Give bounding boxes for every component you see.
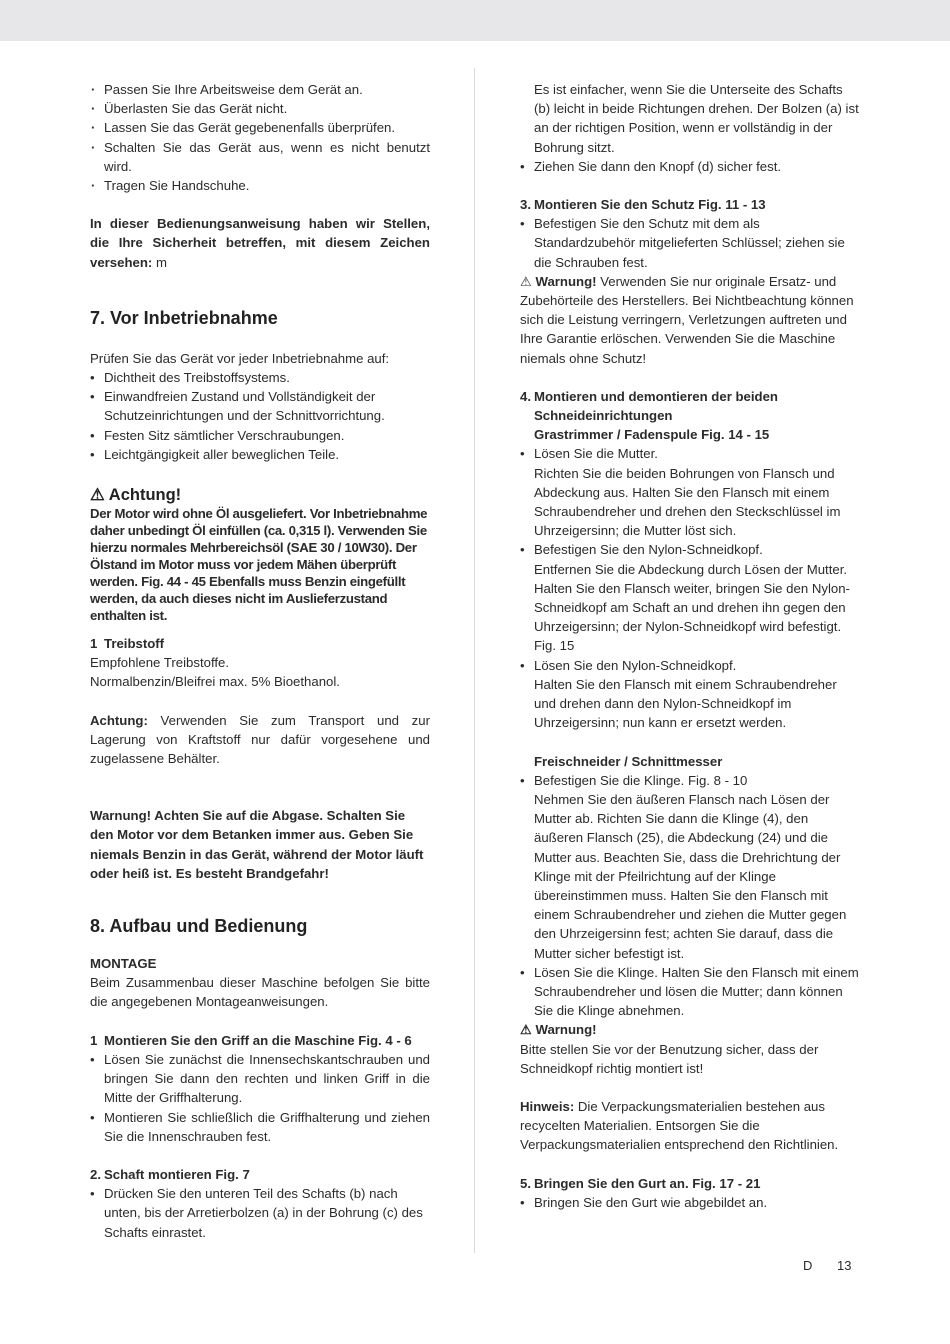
step-1-list <box>90 1050 430 1146</box>
usage-tips-list <box>90 80 430 195</box>
step-1-heading: 1 Montieren Sie den Griff an die Maschine Fig. 4 - 6 <box>90 1032 412 1048</box>
list-item: • Befestigen Sie den Nylon-Schneidkopf. Entfernen Sie die Abdeckung durch Lösen der Mutter. Halten Sie den Flansch weiter, bringen Sie den Nylon-Schneidkopf am Schaft an und drehen ihn gegen den Uhrzeigersinn; der Nylon-Schneidkopf wird befestigt. Fig. 15 <box>520 540 860 655</box>
fuel-heading: 1 Treibstoff <box>90 636 165 652</box>
list-item: · Passen Sie Ihre Arbeitsweise dem Gerät an. <box>90 80 430 99</box>
list-item: • Einwandfreien Zustand und Vollständigkeit der Schutzeinrichtungen und der Schnittvorrichtung. <box>90 387 430 425</box>
packaging-hint: Hinweis: Die Verpackungsmaterialien bestehen aus recycelten Materialien. Entsorgen Sie die Verpackungsmaterialien entsprechend den Richtlinien. <box>520 1098 839 1153</box>
footer-page-number: 13 <box>837 1258 852 1273</box>
step-3-warning: ⚠ Warnung! Verwenden Sie nur originale Ersatz- und Zubehörteile des Herstellers. Bei Nichtbeachtung können sich die Leistung verringern, Verletzungen auftreten und Ihre Garantie erlöschen. Verwenden Sie die Maschine niemals ohne Schutz! <box>520 273 854 366</box>
left-column <box>90 80 430 1242</box>
step-4-warning-heading: ⚠ Warnung! <box>520 1022 597 1038</box>
achtung-oil-notice: Der Motor wird ohne Öl ausgeliefert. Vor Inbetriebnahme daher unbedingt Öl einfüllen (ca. 0,315 l). Verwenden Sie hierzu normales Mehrbereichsöl (SAE 30 / 10W30). Der Ölstand im Motor muss vor jedem Mähen überprüft werden. Fig. 44 - 45 Ebenfalls muss Benzin eingefüllt werden, da auch dieses nicht im Auslieferzustand enthalten ist. <box>90 506 428 624</box>
list-item: • Montieren Sie schließlich die Griffhalterung und ziehen Sie die Innenschrauben fest. <box>90 1108 430 1146</box>
warning-triangle-icon: ⚠ <box>520 273 532 289</box>
brushcutter-list <box>520 771 860 1021</box>
section-7-heading: 7. Vor Inbetriebnahme <box>90 307 278 328</box>
step-4-subheading-brushcutter: Freischneider / Schnittmesser <box>534 753 723 769</box>
list-item: • Ziehen Sie dann den Knopf (d) sicher fest. <box>520 157 860 176</box>
list-item: • Lösen Sie zunächst die Innensechskantschrauben und bringen Sie dann den rechten und linken Griff in die Mitte der Griffhalterung. <box>90 1050 430 1108</box>
warning-triangle-icon: ⚠ <box>90 486 105 505</box>
list-item: · Lassen Sie das Gerät gegebenenfalls überprüfen. <box>90 118 430 137</box>
list-item: • Bringen Sie den Gurt wie abgebildet an. <box>520 1193 860 1212</box>
safety-symbol-note: In dieser Bedienungsanweisung haben wir Stellen, die Ihre Sicherheit betreffen, mit diesem Zeichen versehen: m <box>90 216 430 270</box>
step-3-list <box>520 214 860 272</box>
list-item: • Drücken Sie den unteren Teil des Schafts (b) nach unten, bis der Arretierbolzen (a) in der Bohrung (c) des Schafts einrastet. <box>90 1184 430 1242</box>
list-item: • Dichtheit des Treibstoffsystems. <box>90 368 430 387</box>
list-item: • Leichtgängigkeit aller beweglichen Teile. <box>90 445 430 464</box>
right-column <box>520 80 860 1212</box>
list-item: • Lösen Sie die Klinge. Halten Sie den Flansch mit einem Schraubendreher und lösen die Mutter; dann können Sie die Klinge abnehmen. <box>520 963 860 1021</box>
list-item: • Lösen Sie die Mutter. Richten Sie die beiden Bohrungen von Flansch und Abdeckung aus. Halten Sie den Flansch mit einem Schraubendreher und drehen den Steckschlüssel im Uhrzeigersinn; die Mutter löst sich. <box>520 444 860 540</box>
step-2-heading: 2. Schaft montieren Fig. 7 <box>90 1166 250 1182</box>
step-4-warning-text: Bitte stellen Sie vor der Benutzung sicher, dass der Schneidkopf richtig montiert ist! <box>520 1041 819 1076</box>
list-item: · Tragen Sie Handschuhe. <box>90 176 430 195</box>
fuel-line-1: Empfohlene Treibstoffe. <box>90 655 230 671</box>
step-4-heading: 4. Montieren und demontieren der beiden Schneideinrichtungen <box>520 388 778 424</box>
warning-triangle-icon: ⚠ <box>520 1022 532 1038</box>
trimmer-list <box>520 444 860 732</box>
check-list <box>90 368 430 464</box>
step-4-subheading-trimmer: Grastrimmer / Fadenspule Fig. 14 - 15 <box>534 427 770 443</box>
top-header-bar <box>0 0 950 41</box>
step-2-list <box>90 1184 430 1242</box>
step-5-heading: 5. Bringen Sie den Gurt an. Fig. 17 - 21 <box>520 1175 761 1191</box>
list-item: · Schalten Sie das Gerät aus, wenn es nicht benutzt wird. <box>90 138 430 176</box>
step-5-list <box>520 1193 860 1212</box>
footer-language: D <box>803 1258 813 1273</box>
list-item: • Lösen Sie den Nylon-Schneidkopf. Halten Sie den Flansch mit einem Schraubendreher und drehen dann den Nylon-Schneidkopf im Uhrzeigersinn; nun kann er ersetzt werden. <box>520 656 860 733</box>
step-3-heading: 3. Montieren Sie den Schutz Fig. 11 - 13 <box>520 197 766 213</box>
fuel-storage-note: Achtung: Verwenden Sie zum Transport und zur Lagerung von Kraftstoff nur dafür vorgesehene und zugelassene Behälter. <box>90 712 430 767</box>
list-item: • Befestigen Sie den Schutz mit dem als Standardzubehör mitgelieferten Schlüssel; ziehen sie die Schrauben fest. <box>520 214 860 272</box>
list-item: · Überlasten Sie das Gerät nicht. <box>90 99 430 118</box>
step-2-continued: Es ist einfacher, wenn Sie die Unterseite des Schafts (b) leicht in beide Richtungen drehen. Der Bolzen (a) ist an der richtigen Position, wenn er vollständig in der Bohrung sitzt. <box>534 82 859 155</box>
section-7-intro: Prüfen Sie das Gerät vor jeder Inbetriebnahme auf: <box>90 350 390 366</box>
list-item: • Befestigen Sie die Klinge. Fig. 8 - 10 Nehmen Sie den äußeren Flansch nach Lösen der Mutter ab. Richten Sie dann die Klinge (4), den äußeren Flansch (25), die Abdeckung (24) und die Mutter aus. Beachten Sie, dass die Drehrichtung der Klinge mit der Pfeilrichtung auf der Klinge übereinstimmen muss. Halten Sie den Flansch mit einem Schraubendreher und ziehen die Mutter gegen den Uhrzeigersinn fest; achten Sie darauf, dass die Mutter sicher befestigt ist. <box>520 771 860 963</box>
fuel-line-2: Normalbenzin/Bleifrei max. 5% Bioethanol. <box>90 674 340 690</box>
step-2-continued-list <box>520 157 860 176</box>
montage-heading: MONTAGE <box>90 956 157 972</box>
column-divider <box>474 68 475 1253</box>
achtung-heading: ⚠ Achtung! <box>90 486 182 505</box>
montage-intro: Beim Zusammenbau dieser Maschine befolgen Sie bitte die angegebenen Montageanweisungen. <box>90 975 430 1010</box>
section-8-heading: 8. Aufbau und Bedienung <box>90 916 308 937</box>
exhaust-warning: Warnung! Achten Sie auf die Abgase. Schalten Sie den Motor vor dem Betanken immer aus. Geben Sie niemals Benzin in das Gerät, während der Motor läuft oder heiß ist. Es besteht Brandgefahr! <box>90 808 424 881</box>
list-item: • Festen Sitz sämtlicher Verschraubungen. <box>90 426 430 445</box>
